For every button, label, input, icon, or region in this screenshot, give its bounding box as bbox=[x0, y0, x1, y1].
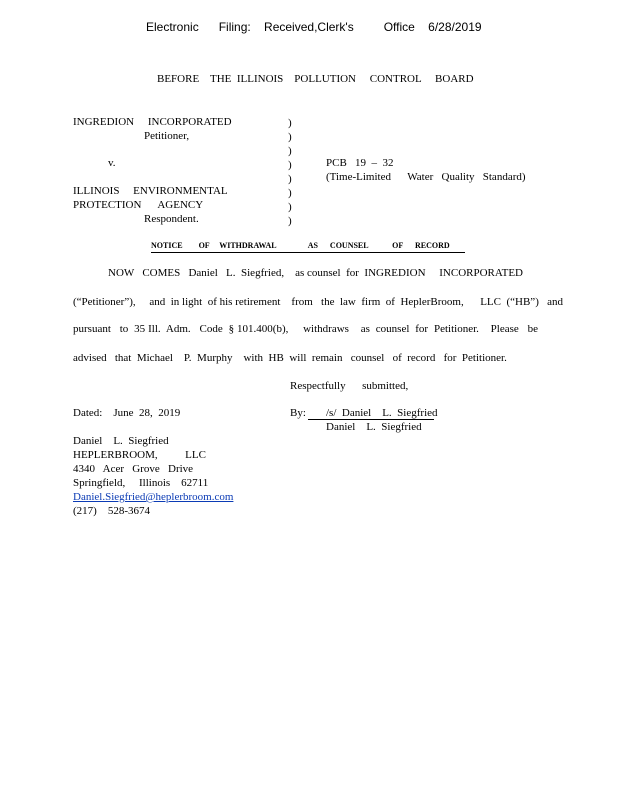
contact-city: Springfield, Illinois 62711 bbox=[73, 477, 209, 489]
contact-email-link[interactable]: Daniel.Siegfried@heplerbroom.com bbox=[73, 491, 234, 503]
contact-street: 4340 Acer Grove Drive bbox=[73, 463, 194, 475]
signature-line bbox=[308, 419, 434, 420]
document-title: BEFORE THE ILLINOIS POLLUTION CONTROL BOARD bbox=[157, 73, 474, 85]
petitioner-name: INGREDION INCORPORATED bbox=[73, 116, 232, 128]
caption-paren: ) bbox=[288, 159, 292, 171]
notice-title: NOTICE OF WITHDRAWAL AS COUNSEL OF RECORD bbox=[151, 241, 450, 250]
case-number: PCB 19 – 32 bbox=[326, 157, 394, 169]
dated-line: Dated: June 28, 2019 bbox=[73, 407, 181, 419]
respondent-role: Respondent. bbox=[144, 213, 199, 225]
respondent-name-line-2: PROTECTION AGENCY bbox=[73, 199, 204, 211]
caption-paren: ) bbox=[288, 117, 292, 129]
caption-paren: ) bbox=[288, 187, 292, 199]
contact-firm: HEPLERBROOM, LLC bbox=[73, 449, 206, 461]
caption-paren: ) bbox=[288, 173, 292, 185]
contact-name: Daniel L. Siegfried bbox=[73, 435, 169, 447]
contact-phone: (217) 528-3674 bbox=[73, 505, 150, 517]
body-line-3: pursuant to 35 Ill. Adm. Code § 101.400(b), withdraws as counsel for Petitioner. Please be bbox=[73, 323, 538, 335]
caption-paren: ) bbox=[288, 131, 292, 143]
body-line-1: NOW COMES Daniel L. Siegfried, as counsel for INGREDION INCORPORATED bbox=[108, 267, 524, 279]
body-line-2: (“Petitioner”), and in light of his retirement from the law firm of HeplerBroom, LLC (“HB”) and bbox=[73, 296, 563, 308]
versus-label: v. bbox=[108, 157, 116, 169]
caption-paren: ) bbox=[288, 201, 292, 213]
petitioner-role: Petitioner, bbox=[144, 130, 190, 142]
caption-paren: ) bbox=[288, 215, 292, 227]
by-label: By: bbox=[290, 407, 306, 419]
caption-paren: ) bbox=[288, 145, 292, 157]
body-line-4: advised that Michael P. Murphy with HB will remain counsel of record for Petitioner. bbox=[73, 352, 507, 364]
electronic-filing-stamp: Electronic Filing: Received,Clerk's Office 6/28/2019 bbox=[146, 20, 482, 34]
signature: /s/ Daniel L. Siegfried bbox=[326, 407, 438, 419]
notice-title-underline bbox=[151, 252, 465, 253]
signer-name: Daniel L. Siegfried bbox=[326, 421, 422, 433]
respectfully-submitted: Respectfully submitted, bbox=[290, 380, 409, 392]
case-type: (Time-Limited Water Quality Standard) bbox=[326, 171, 526, 183]
respondent-name-line-1: ILLINOIS ENVIRONMENTAL bbox=[73, 185, 228, 197]
